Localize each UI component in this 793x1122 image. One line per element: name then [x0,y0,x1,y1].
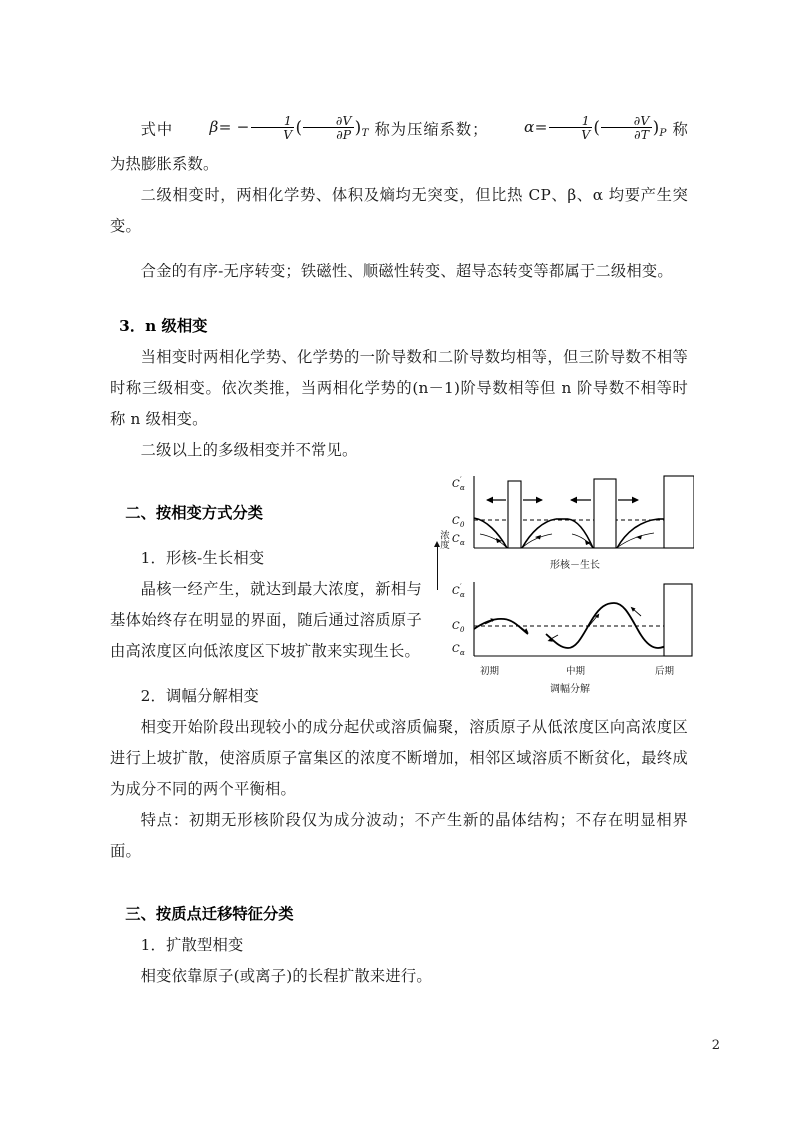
chart-spinodal-decomposition [446,576,694,668]
alpha-partial-frac [601,114,651,141]
chart2-uphill-arrow-5 [631,607,641,616]
figure-stage-label-early: 初期 [480,666,500,677]
tick-label-c-alpha-prime-2: C [452,586,460,597]
heading-section-three: 三、按质点迁移特征分类 [125,905,294,924]
tick-label-prime-mark-2: ′ [460,583,462,591]
chart1-diffusion-arrow-4 [636,535,642,540]
paragraph-nucleation-growth: 晶核一经产生，就达到最大浓度，新相与基体始终存在明显的界面，随后通过溶质原子由高浓度区向低浓度区下坡扩散来实现生长。 [110,580,422,661]
tick-label-alpha-sub-high-2: α [460,591,465,599]
paragraph-n-order-detail: 当相变时两相化学势、化学势的一阶导数和二阶导数均相等，但三阶导数不相等时称三级相变。依次类推，当两相化学势的(n－1)阶导数相等但 n 阶导数不相等时称 n 级相变。 [110,348,688,429]
heading-n-order-transition: 3．n 级相变 [119,317,208,336]
figure-caption-nucleation-growth: 形核－生长 [550,560,600,571]
tick-label-zero-sub: 0 [460,521,465,529]
alpha-paren-close: ) [652,118,660,138]
chart2-equilibrium-phase-block [664,584,692,656]
beta-frac-den: V [283,127,293,142]
chart1-precipitate-3 [664,476,694,548]
beta-one-over-v [251,114,295,141]
tick-label-alpha-sub-low: α [460,539,465,547]
tick-label-c-alpha-prime: C [452,479,460,490]
alpha-subscript: P [659,127,667,140]
paragraph-alloy-transitions: 合金的有序-无序转变；铁磁性、顺磁性转变、超导态转变等都属于二级相变。 [140,262,673,281]
beta-partial-num: ∂V [303,114,353,128]
paragraph-n-order-note: 二级以上的多级相变并不常见。 [140,441,358,460]
figure-y-axis-label: 浓度 [438,530,449,549]
paragraph-spinodal-features: 特点：初期无形核阶段仅为成分波动；不产生新的晶体结构；不存在明显相界面。 [110,811,688,861]
figure-stage-label-late: 后期 [655,666,675,677]
formula-beta [179,112,369,149]
left-text-column [110,543,422,667]
formula-alpha [493,112,666,149]
beta-equals: = − [218,118,250,136]
tick-label-c-zero: C [452,516,460,527]
chart1-precipitate-1 [508,481,521,548]
beta-partial-den: ∂P [336,127,352,142]
alpha-frac-num: 1 [549,114,593,128]
spacer [110,242,688,256]
alpha-equals: = [534,118,548,136]
beta-paren-open: ( [295,118,303,138]
figure-phase-transformation-mechanisms [432,468,694,696]
tick-label-prime-mark: ′ [460,476,462,484]
formula-lead-text: 式中 [140,120,174,139]
alpha-partial-den: ∂T [634,127,650,142]
heading-section-two: 二、按相变方式分类 [125,504,263,523]
page-number: 2 [711,1038,720,1053]
figure-caption-spinodal: 调幅分解 [550,684,590,695]
chart1-early-profile-4 [618,533,654,547]
alpha-one-over-v [549,114,593,141]
concentration-axis-arrow-icon [437,546,438,590]
heading-nucleation-growth: 1．形核-生长相变 [140,549,265,568]
tick-label-c-alpha: C [452,534,460,545]
beta-subscript: T [361,127,369,140]
beta-frac-num: 1 [251,114,295,128]
formula-mid-text: 称为压缩系数； [374,120,488,139]
spacer [110,867,688,899]
beta-paren-close: ) [354,118,362,138]
tick-label-alpha-sub-high: α [460,484,465,492]
paragraph-second-order: 二级相变时，两相化学势、体积及熵均无突变，但比热 CP、β、α 均要产生突变。 [110,186,688,236]
alpha-symbol: α [524,118,535,136]
heading-diffusional-transition: 1．扩散型相变 [140,936,244,955]
beta-symbol: β [209,118,219,136]
tick-label-zero-sub-2: 0 [460,626,465,634]
chart2-uphill-arrow-2 [519,626,529,633]
beta-partial-frac [303,114,353,141]
paragraph-diffusional-detail: 相变依靠原子(或离子)的长程扩散来进行。 [140,967,432,986]
formula-tail-text: 称为热膨胀系数。 [110,120,688,174]
tick-label-c-alpha-2: C [452,644,460,655]
chart-nucleation-growth [446,470,694,562]
figure-stage-label-middle: 中期 [566,666,586,677]
tick-label-alpha-sub-low-2: α [460,649,465,657]
paragraph-spinodal-detail: 相变开始阶段出现较小的成分起伏或溶质偏聚，溶质原子从低浓度区向高浓度区进行上坡扩散，使溶质原子富集区的浓度不断增加，相邻区域溶质不断贫化，最终成为成分不同的两个平衡相。 [110,718,688,799]
chart1-precipitate-2 [594,479,616,548]
tick-label-c-zero-2: C [452,621,460,632]
paragraph-formula [110,112,688,180]
heading-spinodal-decomposition: 2．调幅分解相变 [140,687,260,706]
spacer [110,287,688,311]
alpha-paren-open: ( [593,118,601,138]
alpha-partial-num: ∂V [601,114,651,128]
alpha-frac-den: V [581,127,591,142]
